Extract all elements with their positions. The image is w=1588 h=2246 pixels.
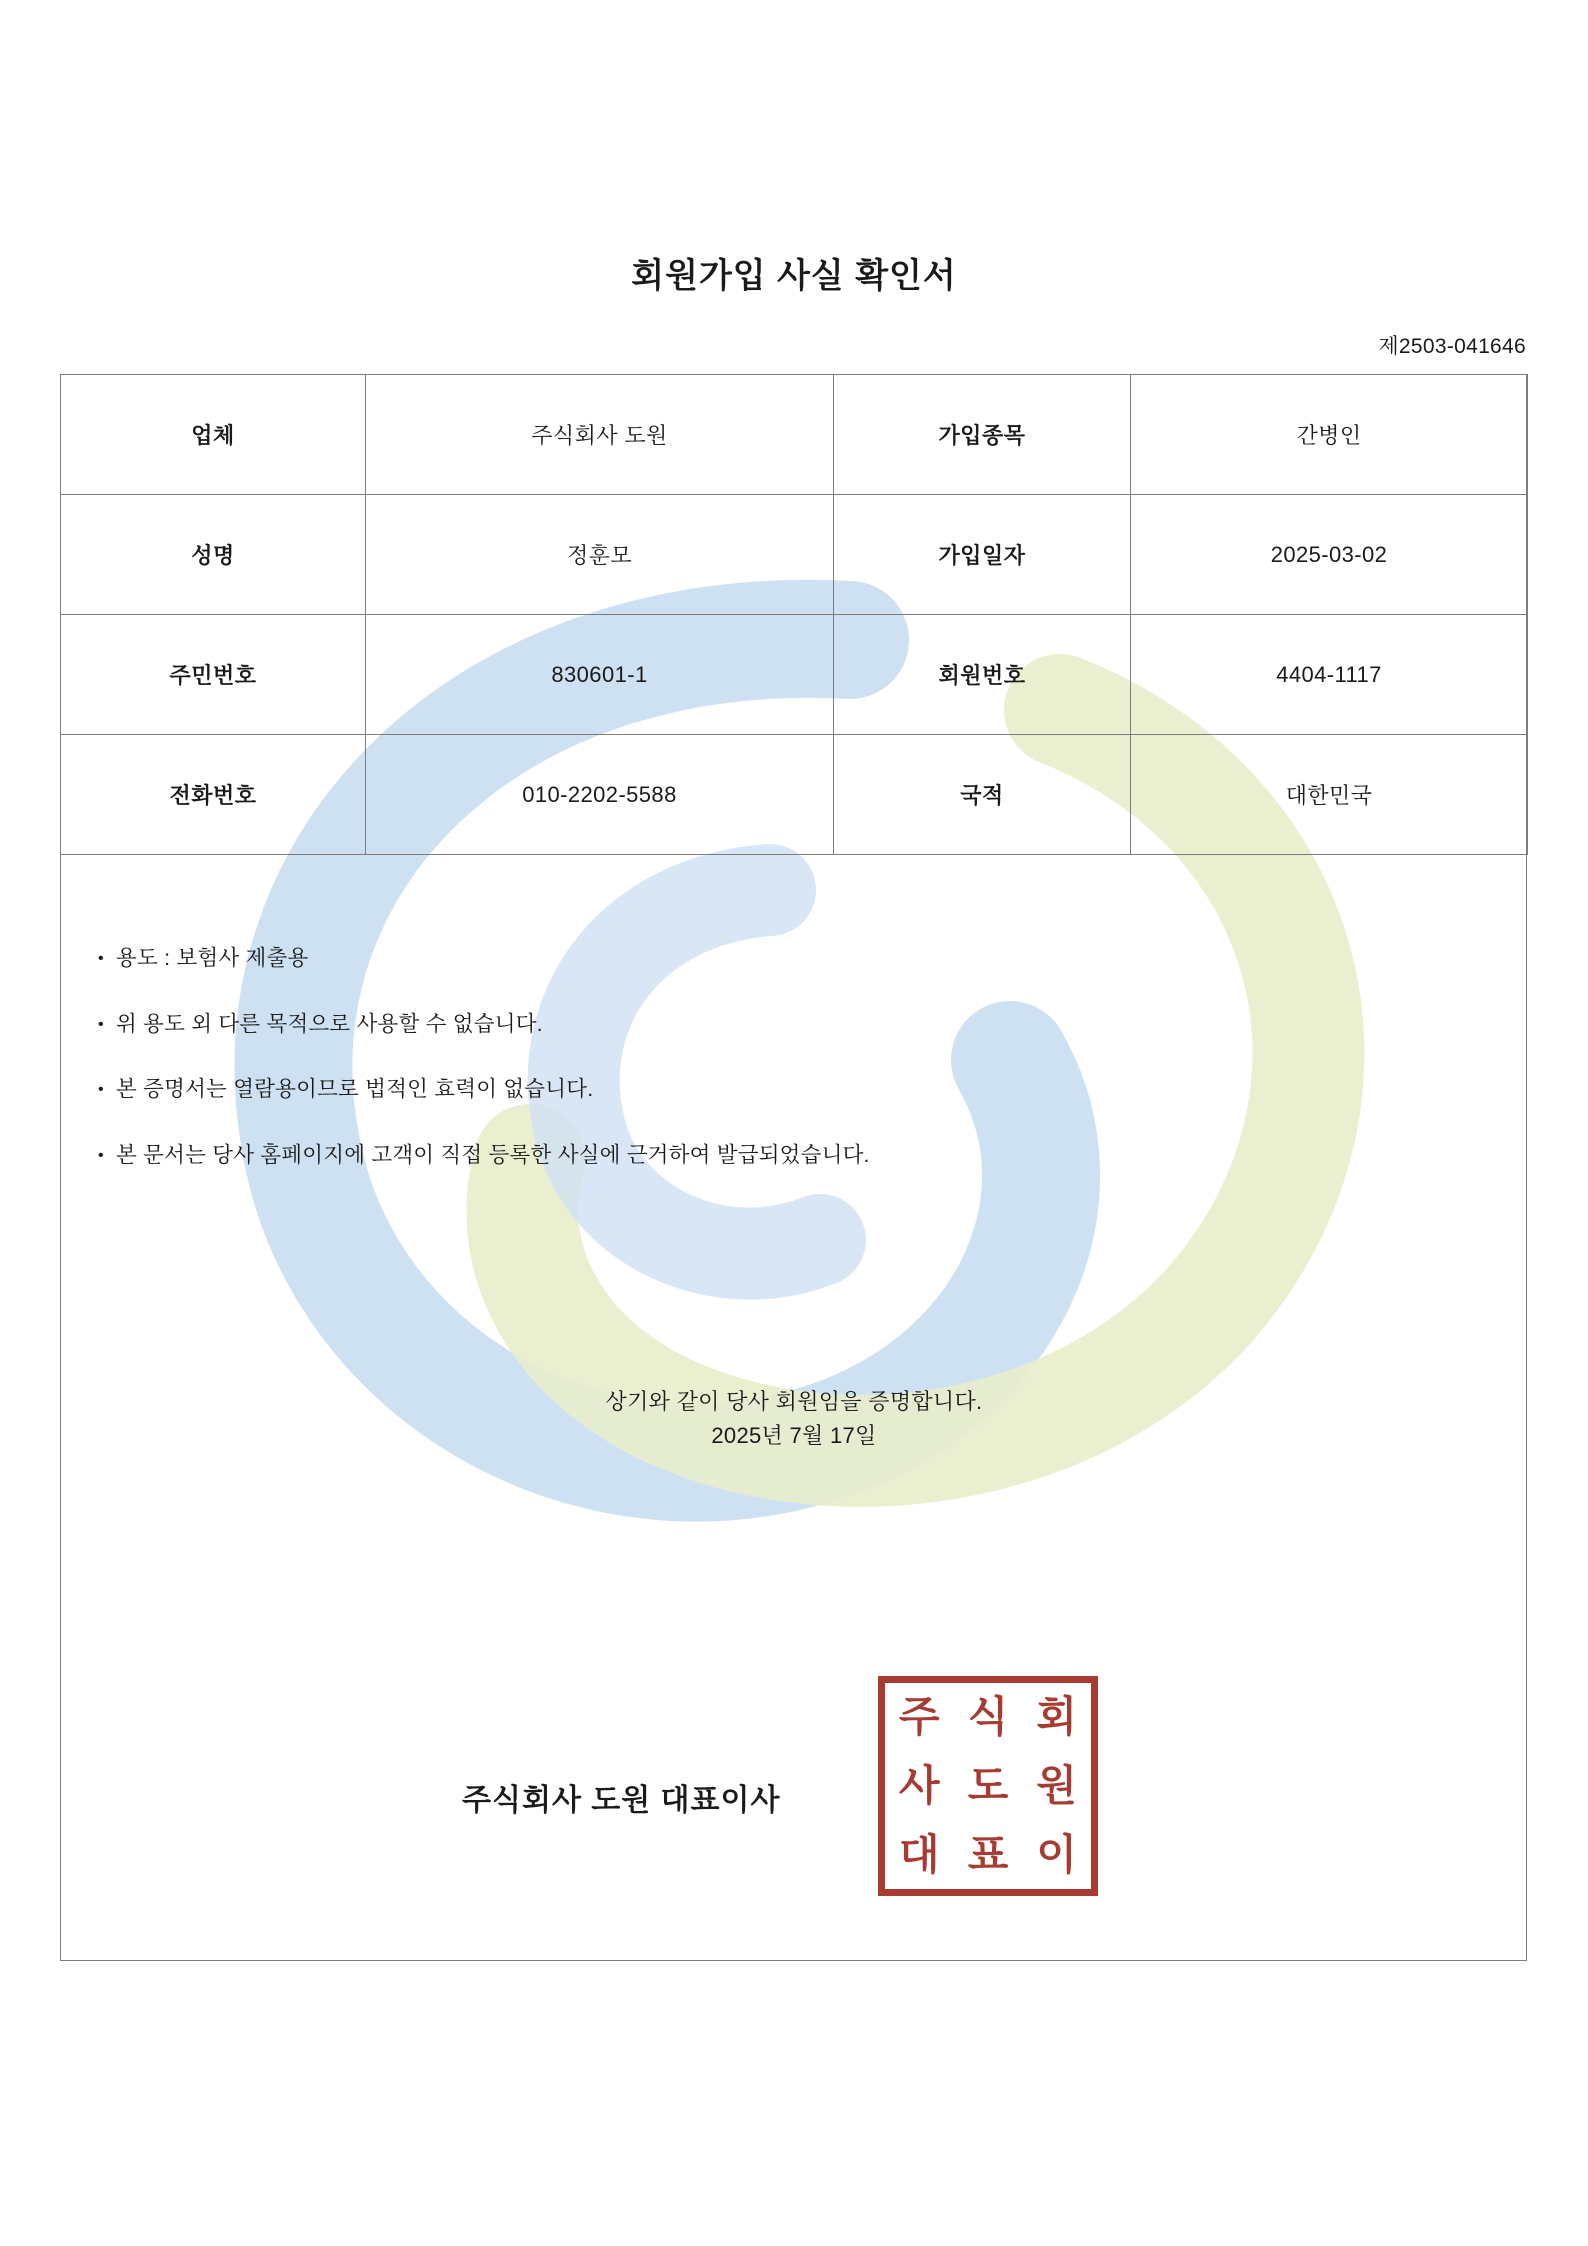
seal-char: 회 bbox=[1036, 1692, 1077, 1742]
field-label-member-number: 회원번호 bbox=[834, 615, 1131, 735]
signature-line: 주식회사 도원 대표이사 bbox=[462, 1784, 781, 1817]
certification-line-1: 상기와 같이 당사 회원임을 증명합니다. bbox=[605, 1389, 983, 1414]
field-label-join-date: 가입일자 bbox=[834, 495, 1131, 615]
seal-char: 주 bbox=[899, 1692, 940, 1742]
field-value-company: 주식회사 도원 bbox=[366, 375, 834, 495]
field-value-resident-number: 830601-1 bbox=[366, 615, 834, 735]
note-text: 위 용도 외 다른 목적으로 사용할 수 없습니다. bbox=[116, 1011, 543, 1036]
field-value-member-number: 4404-1117 bbox=[1131, 615, 1528, 735]
field-label-resident-number: 주민번호 bbox=[61, 615, 366, 735]
seal-char: 표 bbox=[967, 1829, 1009, 1879]
table-row bbox=[61, 375, 1528, 495]
seal-char: 도 bbox=[967, 1760, 1009, 1810]
seal-char: 대 bbox=[899, 1829, 940, 1879]
field-label-name: 성명 bbox=[61, 495, 366, 615]
field-value-nationality: 대한민국 bbox=[1131, 735, 1528, 855]
field-label-nationality: 국적 bbox=[834, 735, 1131, 855]
bullet-icon: • bbox=[98, 1081, 104, 1099]
bullet-icon: • bbox=[98, 950, 104, 968]
certification-statement bbox=[0, 1385, 1588, 1453]
list-item bbox=[98, 948, 870, 970]
note-text: 본 증명서는 열람용이므로 법적인 효력이 없습니다. bbox=[116, 1077, 594, 1101]
document-number: 제2503-041646 bbox=[1378, 335, 1526, 358]
seal-char: 원 bbox=[1036, 1760, 1077, 1810]
note-text: 용도 : 보험사 제출용 bbox=[116, 946, 309, 970]
bullet-icon: • bbox=[98, 1015, 104, 1033]
list-item bbox=[98, 1079, 870, 1101]
list-item bbox=[98, 1011, 870, 1036]
bullet-icon: • bbox=[98, 1146, 104, 1164]
company-seal-stamp bbox=[878, 1676, 1098, 1896]
member-info-table bbox=[60, 374, 1528, 855]
page-title: 회원가입 사실 확인서 bbox=[631, 257, 957, 295]
field-label-phone: 전화번호 bbox=[61, 735, 366, 855]
field-label-company: 업체 bbox=[61, 375, 366, 495]
seal-char: 식 bbox=[967, 1692, 1009, 1742]
table-row bbox=[61, 495, 1528, 615]
field-value-name: 정훈모 bbox=[366, 495, 834, 615]
seal-char: 사 bbox=[899, 1760, 940, 1810]
field-value-phone: 010-2202-5588 bbox=[366, 735, 834, 855]
table-row bbox=[61, 735, 1528, 855]
field-value-join-date: 2025-03-02 bbox=[1131, 495, 1528, 615]
seal-char: 이 bbox=[1036, 1829, 1077, 1879]
notes-list bbox=[98, 948, 870, 1210]
field-value-join-type: 간병인 bbox=[1131, 375, 1528, 495]
table-row bbox=[61, 615, 1528, 735]
note-text: 본 문서는 당사 홈페이지에 고객이 직접 등록한 사실에 근거하여 발급되었습니다. bbox=[116, 1142, 870, 1167]
field-label-join-type: 가입종목 bbox=[834, 375, 1131, 495]
list-item bbox=[98, 1142, 870, 1167]
certification-line-2: 2025년 7월 17일 bbox=[711, 1423, 877, 1449]
